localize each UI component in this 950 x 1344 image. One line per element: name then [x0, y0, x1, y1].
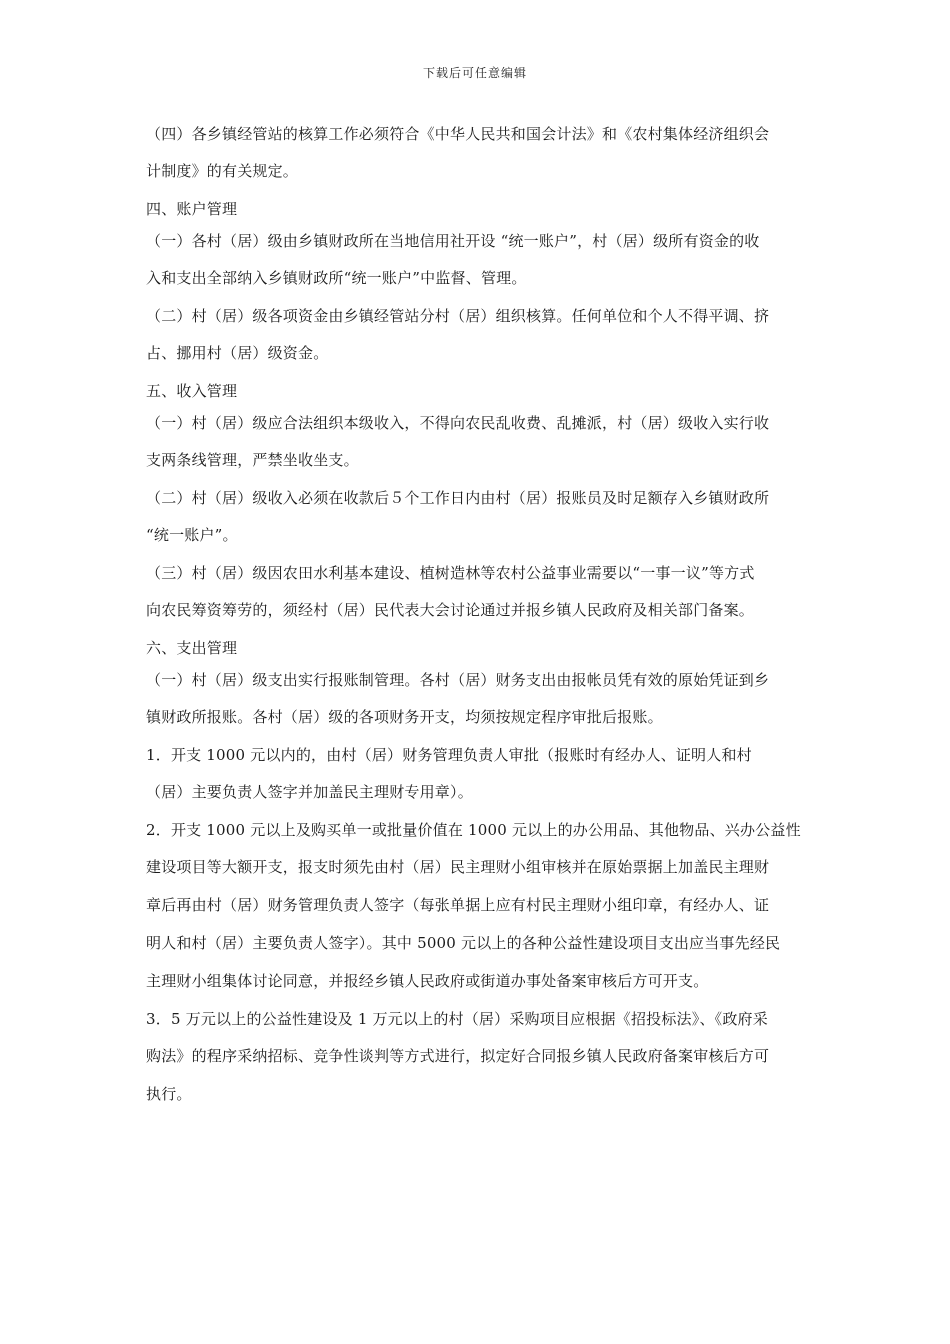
section-heading	[146, 197, 816, 229]
paragraph	[146, 1007, 816, 1120]
text-line: （二）村（居）级收入必须在收款后５个工作日内由村（居）报账员及时足额存入乡镇财政所	[146, 489, 770, 507]
paragraph	[146, 743, 816, 818]
paragraph	[146, 561, 816, 636]
paragraph	[146, 411, 816, 486]
text-line: 1．开支 1000 元以内的，由村（居）财务管理负责人审批（报账时有经办人、证明人和村	[146, 746, 752, 764]
text-line: （一）村（居）级应合法组织本级收入，不得向农民乱收费、乱摊派，村（居）级收入实行收	[146, 414, 770, 432]
text-line: 支两条线管理，严禁坐收坐支。	[146, 451, 359, 469]
text-line: （居）主要负责人签字并加盖民主理财专用章）。	[146, 783, 473, 801]
text-line: （三）村（居）级因农田水利基本建设、植树造林等农村公益事业需要以“一事一议”等方式	[146, 564, 755, 582]
text-line: 五、收入管理	[146, 382, 238, 400]
text-line: 执行。	[146, 1085, 192, 1103]
text-line: 明人和村（居）主要负责人签字）。其中 5000 元以上的各种公益性建设项目支出应当事先经民	[146, 934, 781, 952]
paragraph	[146, 668, 816, 743]
text-line: 主理财小组集体讨论同意，并报经乡镇人民政府或街道办事处备案审核后方可开支。	[146, 972, 709, 990]
text-line: 入和支出全部纳入乡镇财政所“统一账户”中监督、管理。	[146, 269, 527, 287]
paragraph	[146, 122, 816, 197]
text-line: 2．开支 1000 元以上及购买单一或批量价值在 1000 元以上的办公用品、其他物品、兴办公益性	[146, 821, 801, 839]
paragraph	[146, 486, 816, 561]
paragraph	[146, 229, 816, 304]
section-heading	[146, 636, 816, 668]
text-line: 四、账户管理	[146, 200, 238, 218]
text-line: 计制度》的有关规定。	[146, 162, 299, 180]
text-line: （一）各村（居）级由乡镇财政所在当地信用社开设 “统一账户”，村（居）级所有资金的收	[146, 232, 760, 250]
document-body	[146, 122, 816, 1120]
text-line: 建设项目等大额开支，报支时须先由村（居）民主理财小组审核并在原始票据上加盖民主理财	[146, 858, 770, 876]
text-line: 镇财政所报账。各村（居）级的各项财务开支，均须按规定程序审批后报账。	[146, 708, 663, 726]
text-line: 占、挪用村（居）级资金。	[146, 344, 329, 362]
text-line: （二）村（居）级各项资金由乡镇经管站分村（居）组织核算。任何单位和个人不得平调、挤	[146, 307, 770, 325]
text-line: 向农民筹资筹劳的，须经村（居）民代表大会讨论通过并报乡镇人民政府及相关部门备案。	[146, 601, 755, 619]
paragraph	[146, 818, 816, 1007]
text-line: 购法》的程序采纳招标、竞争性谈判等方式进行，拟定好合同报乡镇人民政府备案审核后方可	[146, 1047, 770, 1065]
paragraph	[146, 304, 816, 379]
text-line: 章后再由村（居）财务管理负责人签字（每张单据上应有村民主理财小组印章，有经办人、证	[146, 896, 770, 914]
text-line: （一）村（居）级支出实行报账制管理。各村（居）财务支出由报帐员凭有效的原始凭证到乡	[146, 671, 770, 689]
text-line: 六、支出管理	[146, 639, 238, 657]
text-line: “统一账户”。	[146, 526, 238, 544]
section-heading	[146, 379, 816, 411]
text-line: （四）各乡镇经管站的核算工作必须符合《中华人民共和国会计法》和《农村集体经济组织会	[146, 125, 770, 143]
text-line: 3．5 万元以上的公益性建设及 1 万元以上的村（居）采购项目应根据《招投标法》、《政府采	[146, 1010, 768, 1028]
page-header: 下载后可任意编辑	[422, 66, 527, 80]
